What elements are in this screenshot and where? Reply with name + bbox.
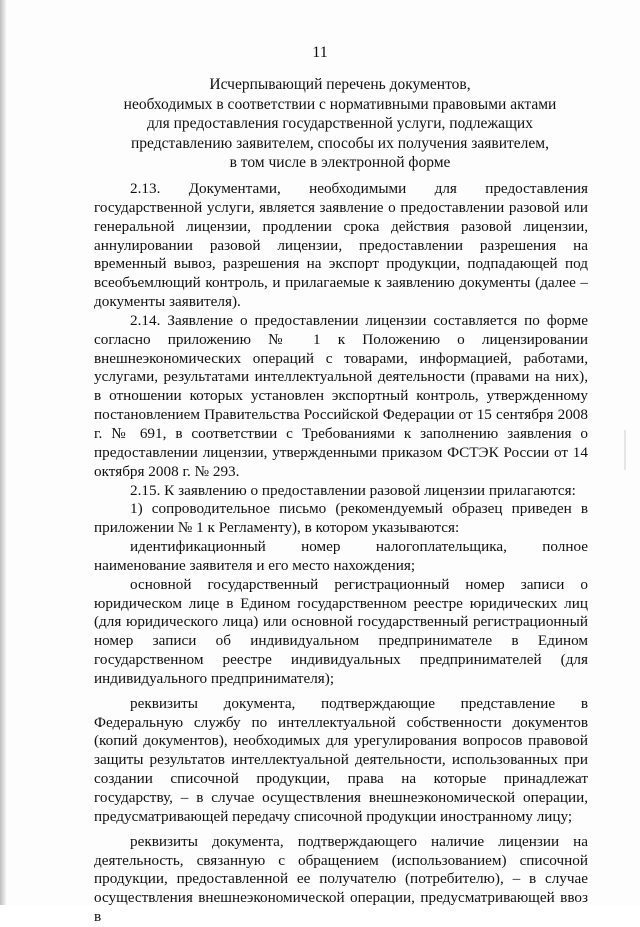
paragraph-ip-rights: реквизиты документа, подтверждающие представление в Федеральную службу по интеллектуальной собственности документов (копий документов), необходимых для урегулирования вопросов правовой защиты результатов интеллектуальной деятельности, использованных при создании списочной продукции, права на которые принадлежат государству, – в случае осуществления внешнеэкономической операции, предусматривающей передачу списочной продукции иностранному лицу; <box>94 694 588 825</box>
paragraph-2-14: 2.14. Заявление о предоставлении лицензии составляется по форме согласно приложению № 1 к Положению о лицензировании внешнеэкономических операций с товарами, информацией, работами, услугами, результатами интеллектуальной деятельности (правами на них), в отношении которых установлен экспортный контроль, утвержденному постановлением Правительства Российской Федерации от 15 сентября 2008 г. № 691, в соответствии с Требованиями к заполнению заявления о предоставлении лицензии, утвержденными приказом ФСТЭК России от 14 октября 2008 г. № 293. <box>94 311 588 480</box>
title-line: представлению заявителем, способы их получения заявителем, <box>130 134 549 152</box>
title-line: для предоставления государственной услуги, подлежащих <box>147 115 533 133</box>
section-title <box>90 75 590 173</box>
list-item-cover-letter: 1) сопроводительное письмо (рекомендуемый образец приведен в приложении № 1 к Регламенту), в котором указываются: <box>94 500 588 537</box>
paragraph-2-13: 2.13. Документами, необходимыми для предоставления государственной услуги, является заявление о предоставлении разовой или генеральной лицензии, продлении срока действия разовой лицензии, аннулировании разовой лицензии, предоставлении разрешения на временный вывоз, разрешения на экспорт продукции, подпадающей под всеобъемлющий контроль, и прилагаемые к заявлению документы (далее – документы заявителя). <box>94 180 588 311</box>
page-number: 11 <box>312 44 328 61</box>
paragraph-license-details: реквизиты документа, подтверждающего наличие лицензии на деятельность, связанную с обращением (использованием) списочной продукции, предоставленной ее получателю (потребителю), – в случае осуществления внешнеэкономической операции, предусматривающей ввоз в <box>94 832 588 926</box>
title-line: необходимых в соответствии с нормативными правовыми актами <box>123 95 557 113</box>
paragraph-2-15: 2.15. К заявлению о предоставлении разовой лицензии прилагаются: <box>130 481 576 499</box>
scan-artifact <box>624 430 626 470</box>
document-body <box>94 180 588 927</box>
paragraph-ogrn: основной государственный регистрационный номер записи о юридическом лице в Едином государственном реестре юридических лиц (для юридического лица) или основной государственный регистрационный номер записи об индивидуальном предпринимателе в Едином государственном реестре индивидуальных предпринимателей (для индивидуального предпринимателя); <box>94 575 588 687</box>
title-line: в том числе в электронной форме <box>229 154 451 172</box>
title-line: Исчерпывающий перечень документов, <box>209 76 471 93</box>
paragraph-inn: идентификационный номер налогоплательщика, полное наименование заявителя и его место нахождения; <box>94 538 588 574</box>
